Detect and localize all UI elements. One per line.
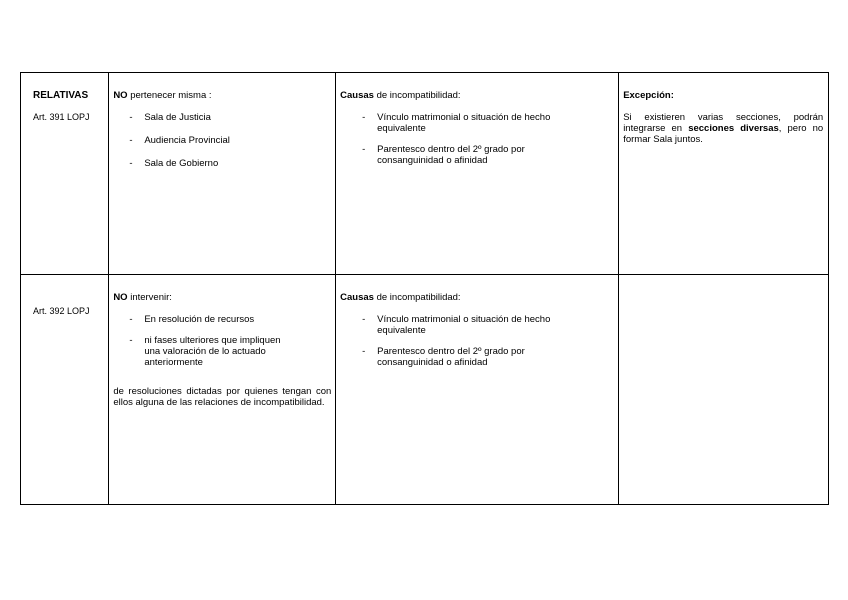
prohibition-list [109,112,309,169]
table-row [21,275,829,505]
causes-text: de incompatibilidad: [373,292,461,303]
causes-list [342,112,557,166]
article-ref: Art. 391 LOPJ [33,112,90,122]
list-item: - Audiencia Provincial [109,135,309,146]
prohibition-text: intervenir: [127,292,172,303]
exception-text-pre: Si existieren varias secciones, podrán integrarse en [623,112,824,134]
row-label: RELATIVAS [33,90,89,101]
prohibition-cell [109,73,336,275]
prohibition-tail: de resoluciones dictadas por quienes tengan con ellos alguna de las relaciones de incompatibilidad. [113,386,332,408]
prohibition-intro [113,292,172,303]
causes-intro [340,292,460,303]
exception-cell [619,73,829,275]
table-row [21,73,829,275]
label-cell [21,73,109,275]
exception-title: Excepción: [623,90,674,101]
prohibition-text: pertenecer misma : [127,90,212,101]
exception-text-post: , pero no formar Sala juntos. [623,123,824,145]
causes-intro [340,90,460,101]
prohibition-strong: NO [113,90,128,101]
list-item: - Sala de Gobierno [109,158,309,169]
list-item: - Sala de Justicia [109,112,309,123]
label-cell [21,275,109,505]
causes-cell [336,275,619,505]
prohibition-strong: NO [113,292,128,303]
list-item: - Vínculo matrimonial o situación de hecho equivalente [342,112,557,134]
causes-cell [336,73,619,275]
prohibition-cell [109,275,336,505]
exception-text-strong: secciones diversas [688,123,779,134]
prohibition-list [109,314,309,368]
exception-text [623,112,823,145]
incompatibility-table [20,72,829,505]
list-item: - Vínculo matrimonial o situación de hecho equivalente [342,314,557,336]
prohibition-intro [113,90,211,101]
list-item: - En resolución de recursos [109,314,309,325]
article-ref: Art. 392 LOPJ [33,306,90,316]
causes-list [342,314,557,368]
causes-strong: Causas [340,292,374,303]
causes-text: de incompatibilidad: [373,90,461,101]
exception-cell [619,275,829,505]
causes-strong: Causas [340,90,374,101]
list-item: - ni fases ulteriores que impliquen una valoración de lo actuado anteriormente [109,335,309,368]
list-item: - Parentesco dentro del 2º grado por consanguinidad o afinidad [342,144,557,166]
list-item: - Parentesco dentro del 2º grado por consanguinidad o afinidad [342,346,557,368]
